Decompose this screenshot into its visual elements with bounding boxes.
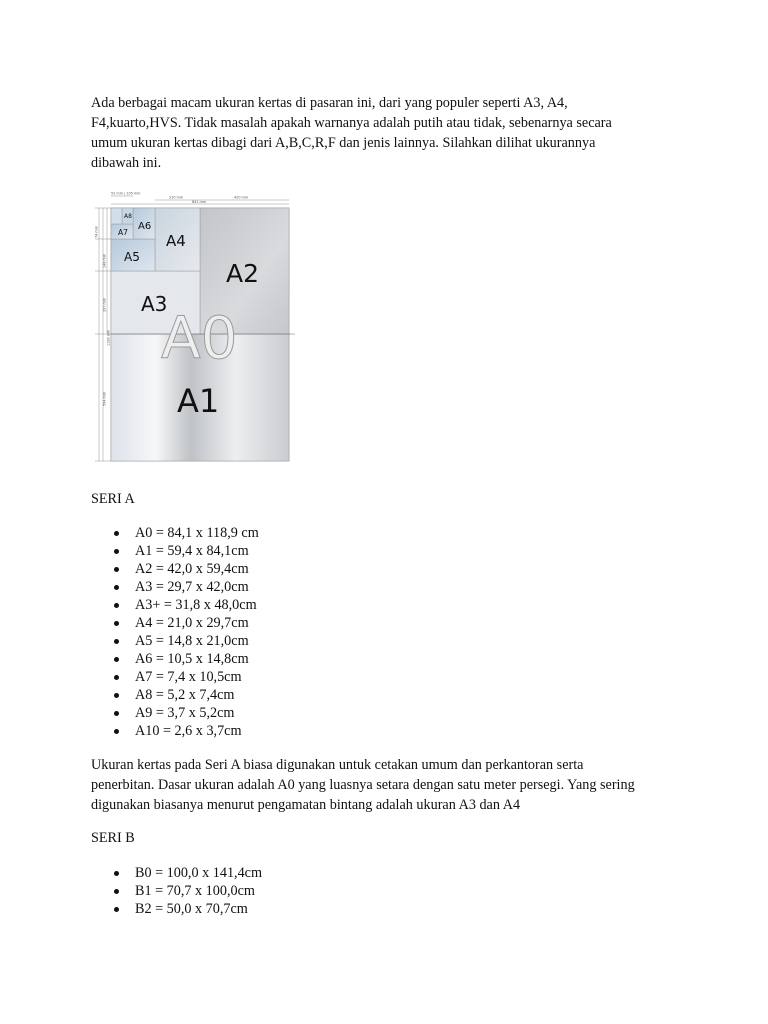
- list-item: B0 = 100,0 x 141,4cm: [110, 864, 262, 882]
- dim-left-label: 74 mm: [94, 226, 99, 238]
- list-item: A3 = 29,7 x 42,0cm: [110, 578, 259, 596]
- dim-left-label: 594 mm: [102, 391, 107, 406]
- dim-top-label: 420 mm: [234, 195, 249, 200]
- label-a7: A7: [118, 228, 128, 237]
- dim-left-label: 1189 mm: [106, 329, 111, 346]
- note-line: Ukuran kertas pada Seri A biasa digunakan untuk cetakan umum dan perkantoran serta: [91, 757, 584, 773]
- paper-size-diagram: [91, 188, 301, 468]
- list-item: A1 = 59,4 x 84,1cm: [110, 542, 259, 560]
- list-item: A3+ = 31,8 x 48,0cm: [110, 596, 259, 614]
- label-a3: A3: [141, 292, 168, 316]
- list-item: A0 = 84,1 x 118,9 cm: [110, 524, 259, 542]
- list-item: B2 = 50,0 x 70,7cm: [110, 900, 262, 918]
- intro-line: Ada berbagai macam ukuran kertas di pasaran ini, dari yang populer seperti A3, A4,: [91, 95, 568, 111]
- list-item: A10 = 2,6 x 3,7cm: [110, 722, 259, 740]
- seri-a-heading: SERI A: [91, 491, 135, 507]
- note-line: penerbitan. Dasar ukuran adalah A0 yang luasnya setara dengan satu meter persegi. Yang sering: [91, 777, 635, 793]
- list-item: A5 = 14,8 x 21,0cm: [110, 632, 259, 650]
- label-a0: A0: [161, 304, 238, 372]
- list-item: A6 = 10,5 x 14,8cm: [110, 650, 259, 668]
- list-item: A8 = 5,2 x 7,4cm: [110, 686, 259, 704]
- list-item: A2 = 42,0 x 59,4cm: [110, 560, 259, 578]
- intro-line: F4,kuarto,HVS. Tidak masalah apakah warnanya adalah putih atau tidak, sebenarnya secara: [91, 115, 612, 131]
- intro-line: umum ukuran kertas dibagi dari A,B,C,R,F dan jenis lainnya. Silahkan dilihat ukurannya: [91, 135, 596, 151]
- label-a1: A1: [177, 382, 220, 420]
- label-a2: A2: [226, 259, 260, 288]
- label-a5: A5: [124, 250, 140, 264]
- dim-left-label: 148 mm: [102, 253, 107, 268]
- seri-b-list: [110, 864, 262, 918]
- note-line: digunakan biasanya menurut pengamatan bintang adalah ukuran A3 dan A4: [91, 797, 521, 813]
- sheet-a9: [111, 208, 122, 224]
- label-a4: A4: [166, 232, 186, 250]
- dim-left-label: 297 mm: [102, 297, 107, 312]
- list-item: B1 = 70,7 x 100,0cm: [110, 882, 262, 900]
- label-a6: A6: [138, 221, 152, 232]
- label-a8: A8: [124, 213, 132, 220]
- dim-top-label: 52 mm | 105 mm: [111, 191, 141, 196]
- list-item: A7 = 7,4 x 10,5cm: [110, 668, 259, 686]
- seri-a-list: [110, 524, 259, 740]
- list-item: A4 = 21,0 x 29,7cm: [110, 614, 259, 632]
- intro-paragraph: [91, 93, 691, 173]
- seri-a-note: [91, 755, 691, 815]
- intro-line: dibawah ini.: [91, 155, 162, 171]
- dim-top-label: 210 mm: [169, 195, 184, 200]
- seri-b-heading: SERI B: [91, 830, 135, 846]
- dim-top-label: 841 mm: [192, 199, 207, 204]
- list-item: A9 = 3,7 x 5,2cm: [110, 704, 259, 722]
